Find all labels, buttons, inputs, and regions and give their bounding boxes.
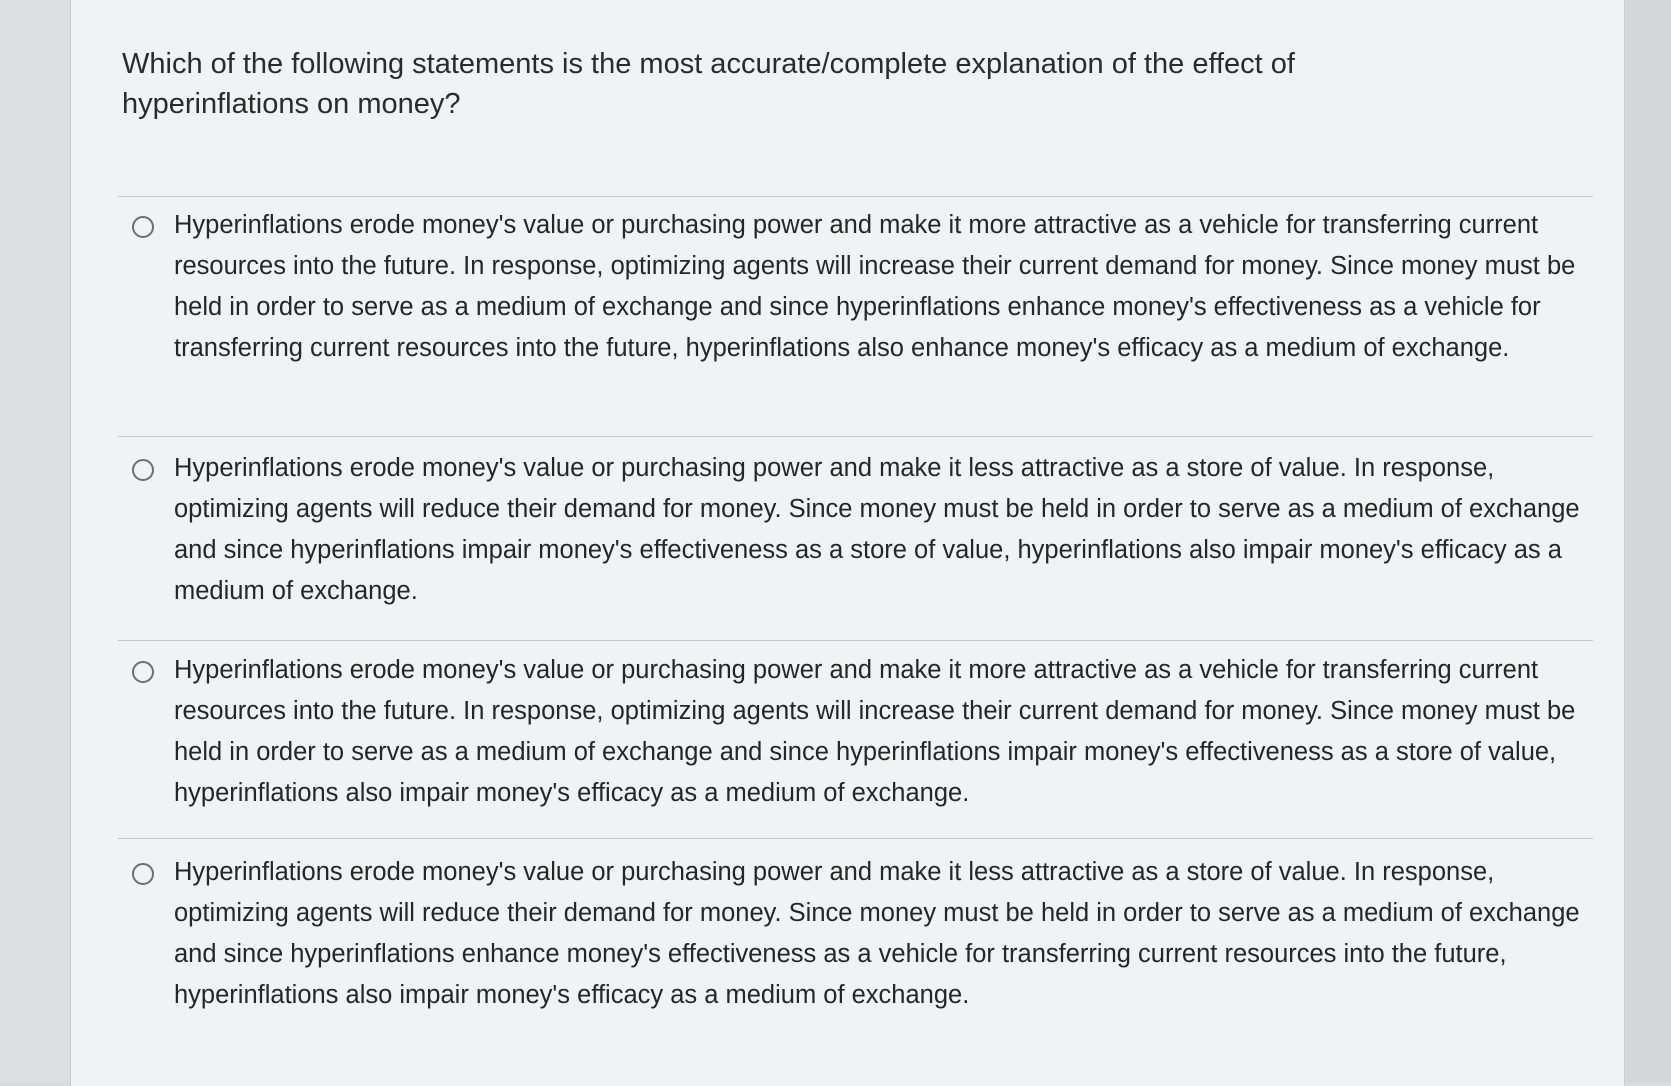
divider [118, 436, 1593, 437]
question-text: Which of the following statements is the most accurate/complete explanation of the effect of hyperinflations on money? [122, 48, 1295, 120]
radio-button-option-1[interactable] [132, 216, 154, 238]
option-3-label: Hyperinflations erode money's value or purchasing power and make it more attractive as a vehicle for transferring current resources into the future. In response, optimizing agents will increase their current demand for money. Since money must be held in order to serve as a medium of exchange and since hyperinflations impair money's effectiveness as a store of value, hyperinflations also impair money's efficacy as a medium of exchange. [174, 656, 1576, 807]
background-right-scroll-area [1626, 0, 1671, 1082]
divider [118, 196, 1593, 197]
option-1-label: Hyperinflations erode money's value or purchasing power and make it more attractive as a vehicle for transferring current resources into the future. In response, optimizing agents will increase their current demand for money. Since money must be held in order to serve as a medium of exchange and since hyperinflations enhance money's effectiveness as a vehicle for transferring current resources into the future, hyperinflations also enhance money's efficacy as a medium of exchange. [174, 211, 1576, 362]
answer-option-3[interactable] [122, 650, 1592, 814]
background-left [0, 0, 70, 1082]
radio-button-option-4[interactable] [132, 863, 154, 885]
answer-option-2[interactable] [122, 448, 1592, 612]
radio-button-option-2[interactable] [132, 459, 154, 481]
answer-option-4[interactable] [122, 852, 1592, 1016]
option-4-label: Hyperinflations erode money's value or purchasing power and make it less attractive as a store of value. In response, optimizing agents will reduce their demand for money. Since money must be held in order to serve as a medium of exchange and since hyperinflations enhance money's effectiveness as a vehicle for transferring current resources into the future, hyperinflations also impair money's efficacy as a medium of exchange. [174, 858, 1580, 1009]
option-2-label: Hyperinflations erode money's value or purchasing power and make it less attractive as a store of value. In response, optimizing agents will reduce their demand for money. Since money must be held in order to serve as a medium of exchange and since hyperinflations impair money's effectiveness as a store of value, hyperinflations also impair money's efficacy as a medium of exchange. [174, 454, 1580, 605]
answer-option-1[interactable] [122, 205, 1592, 369]
divider [118, 640, 1593, 641]
radio-button-option-3[interactable] [132, 661, 154, 683]
divider [118, 838, 1593, 839]
